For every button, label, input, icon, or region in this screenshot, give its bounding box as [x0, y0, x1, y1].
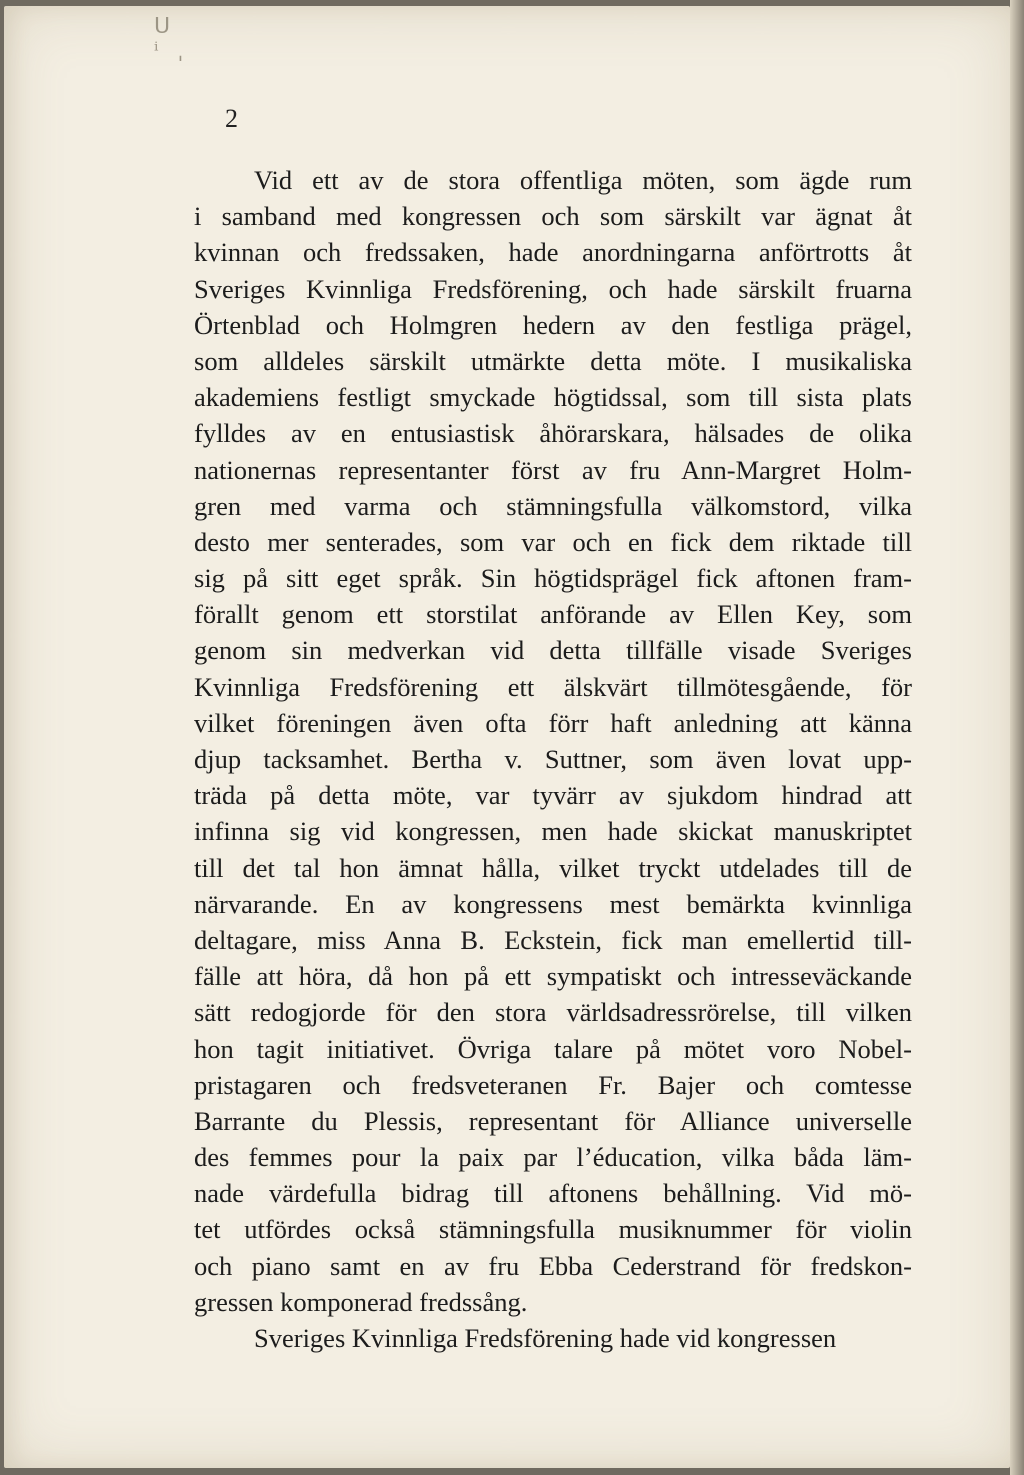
text-line: sätt redogjorde för den stora världsadressrörelse, till vilken	[194, 997, 912, 1028]
text-line: hon tagit initiativet. Övriga talare på mötet voro Nobel-	[194, 1033, 912, 1064]
text-line: desto mer senterades, som var och en fick dem riktade till	[194, 526, 912, 557]
text-line: deltagare, miss Anna B. Eckstein, fick man emellertid till-	[194, 924, 912, 955]
page-number: 2	[225, 104, 238, 133]
text-line: tet utfördes också stämningsfulla musiknummer för violin	[194, 1214, 912, 1245]
text-line: till det tal hon ämnat hålla, vilket tryckt utdelades till de	[194, 852, 912, 883]
text-line: des femmes pour la paix par l’éducation, vilka båda läm-	[194, 1142, 912, 1173]
text-line: fälle att höra, då hon på ett sympatiskt och intresseväckande	[194, 961, 912, 992]
text-line: infinna sig vid kongressen, men hade skickat manuskriptet	[194, 816, 912, 847]
text-line: nationernas representanter först av fru Ann-Margret Holm-	[194, 454, 912, 485]
document-page	[4, 6, 1010, 1468]
paper-blemish: ᑌ ⁱ ˌ	[154, 14, 190, 64]
page-edge	[1010, 0, 1024, 1475]
text-line: kvinnan och fredssaken, hade anordningarna anförtrotts åt	[194, 237, 912, 268]
text-line: Barrante du Plessis, representant för Alliance universelle	[194, 1105, 912, 1136]
text-line: i samband med kongressen och som särskilt var ägnat åt	[194, 201, 912, 232]
text-line: Sveriges Kvinnliga Fredsförening hade vid kongressen	[254, 1323, 837, 1353]
text-line: sig på sitt eget språk. Sin högtidsprägel fick aftonen fram-	[194, 563, 912, 594]
text-line: akademiens festligt smyckade högtidssal, som till sista plats	[194, 382, 912, 413]
text-line: Kvinnliga Fredsförening ett älskvärt tillmötesgående, för	[194, 671, 912, 702]
text-line: vilket föreningen även ofta förr haft anledning att känna	[194, 707, 912, 738]
text-line: förallt genom ett storstilat anförande av Ellen Key, som	[194, 599, 912, 630]
text-line: djup tacksamhet. Bertha v. Suttner, som även lovat upp-	[194, 744, 912, 774]
text-line: genom sin medverkan vid detta tillfälle visade Sveriges	[194, 635, 912, 666]
text-line: gressen komponerad fredssång.	[194, 1286, 528, 1317]
text-line: gren med varma och stämningsfulla välkomstord, vilka	[194, 490, 912, 521]
text-line: pristagaren och fredsveteranen Fr. Bajer och comtesse	[194, 1069, 912, 1100]
text-line: träda på detta möte, var tyvärr av sjukdom hindrad att	[194, 780, 912, 811]
text-line: nade värdefulla bidrag till aftonens behållning. Vid mö-	[194, 1178, 912, 1209]
text-line: som alldeles särskilt utmärkte detta möte. I musikaliska	[194, 345, 912, 376]
body-text	[194, 162, 912, 1356]
text-line: fylldes av en entusiastisk åhörarskara, hälsades de olika	[194, 418, 912, 449]
text-line: och piano samt en av fru Ebba Cederstrand för fredskon-	[194, 1250, 912, 1281]
text-line: närvarande. En av kongressens mest bemärkta kvinnliga	[194, 888, 912, 919]
text-line: Sveriges Kvinnliga Fredsförening, och hade särskilt fruarna	[194, 273, 912, 304]
text-line: Örtenblad och Holmgren hedern av den festliga prägel,	[194, 309, 912, 340]
text-line: Vid ett av de stora offentliga möten, som ägde rum	[254, 165, 912, 195]
